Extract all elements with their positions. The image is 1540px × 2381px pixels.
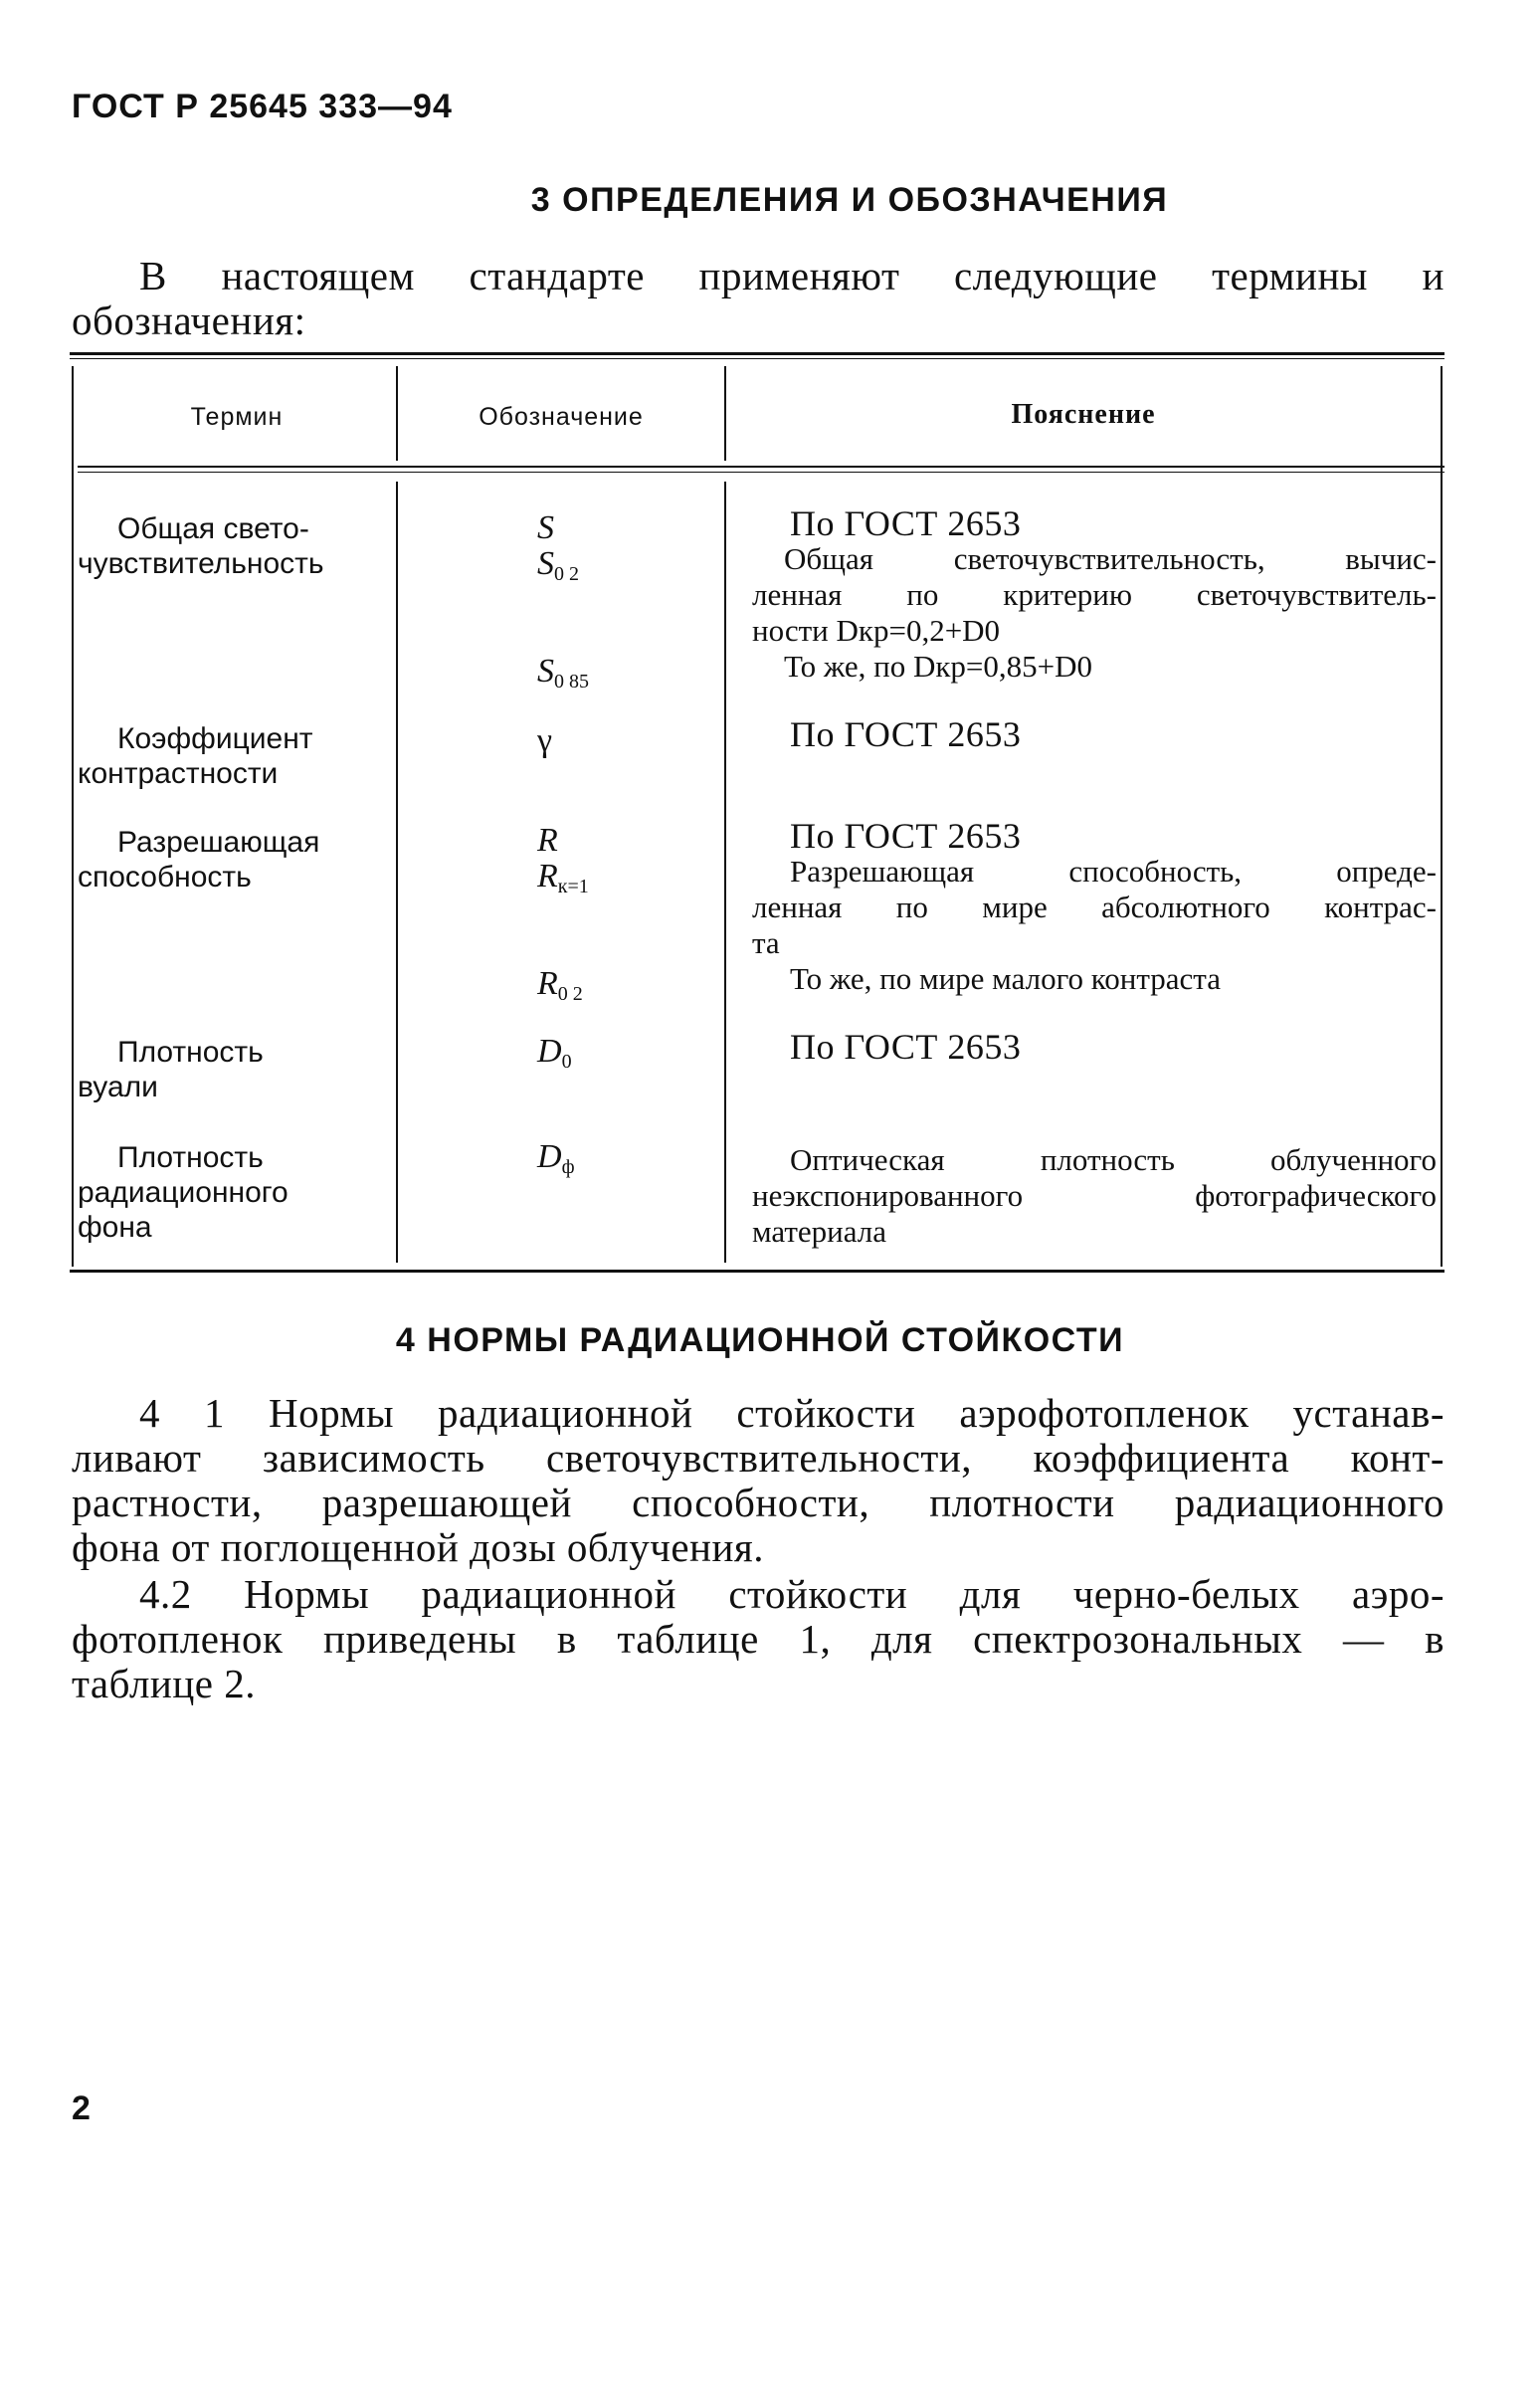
paragraph-line: 4 1 Нормы радиационной стойкости аэрофотопленок устанав- (139, 1390, 1444, 1436)
paragraph-line: растности, разрешающей способности, плотности радиационного (72, 1480, 1444, 1525)
paragraph-line: 4.2 Нормы радиационной стойкости для черно-белых аэро- (139, 1571, 1444, 1617)
table-row-1-explanation (752, 505, 1437, 685)
term-line: контрастности (78, 757, 279, 790)
explanation-line: По ГОСТ 2653 (790, 816, 1022, 856)
explanation-line: неэкспонированного фотографического (752, 1178, 1437, 1213)
table-header-rule (78, 466, 1444, 468)
explanation-line: ленная по критерию светочувствитель- (752, 577, 1437, 612)
table-row-5-symbol-1: $D_ф$ (537, 1138, 575, 1178)
table-header-rule-2 (78, 472, 1444, 473)
term-line: чувствительность (78, 547, 324, 580)
term-line: фона (78, 1211, 152, 1244)
explanation-line: ности Dкр=0,2+D0 (752, 613, 1001, 648)
table-row-1-symbol-1: S (537, 509, 554, 546)
table-top-rule (70, 352, 1444, 355)
table-row-4-symbol-1: $D_0$ (537, 1033, 572, 1073)
table-row-2-term (78, 721, 376, 791)
explanation-line: Оптическая плотность облученного (790, 1142, 1437, 1177)
paragraph-line: фона от поглощенной дозы облучения. (72, 1524, 765, 1570)
table-row-5-explanation (752, 1142, 1437, 1250)
table-row-2-explanation (752, 716, 1437, 752)
term-line: Общая свето- (117, 512, 309, 545)
explanation-line: То же, по мире малого контраста (790, 961, 1221, 996)
table-right-border (1441, 366, 1443, 1267)
table-row-3-explanation (752, 818, 1437, 997)
explanation-line: То же, по Dкр=0,85+D0 (784, 649, 1093, 684)
intro-line-2: обозначения: (72, 298, 306, 343)
explanation-line: По ГОСТ 2653 (790, 714, 1022, 754)
table-row-4-explanation (752, 1029, 1437, 1065)
header-symbol: Обозначение (479, 403, 644, 431)
table-row-3-symbol-2: $R_{к=1}$ (537, 858, 589, 897)
table-bottom-rule (70, 1270, 1444, 1273)
term-line: Разрешающая (117, 826, 320, 859)
column-divider-1-body (396, 482, 398, 1263)
term-line: Плотность (117, 1036, 264, 1069)
table-row-5-term (78, 1140, 376, 1245)
column-divider-2-body (724, 482, 726, 1263)
header-explanation: Пояснение (1011, 399, 1156, 430)
table-row-1-term (78, 511, 376, 581)
term-line: способность (78, 861, 252, 893)
intro-line-1: В настоящем стандарте применяют следующие термины и (139, 253, 1444, 298)
table-row-4-term (78, 1035, 376, 1104)
page-number: 2 (72, 2089, 91, 2127)
explanation-line: По ГОСТ 2653 (790, 503, 1022, 543)
table-left-border (72, 366, 74, 1267)
section-4-title: 4 НОРМЫ РАДИАЦИОННОЙ СТОЙКОСТИ (395, 1321, 1125, 1359)
table-top-rule-2 (70, 358, 1444, 359)
term-line: Плотность (117, 1141, 264, 1174)
table-row-1-symbol-2: $S_{0 2}$ (537, 545, 579, 585)
section-3-title: 3 ОПРЕДЕЛЕНИЯ И ОБОЗНАЧЕНИЯ (530, 181, 1169, 219)
table-row-3-symbol-3: $R_{0 2}$ (537, 965, 583, 1005)
explanation-line: материала (752, 1214, 887, 1249)
table-row-3-term (78, 825, 376, 894)
paragraph-4-2 (72, 1572, 1444, 1706)
document-code: ГОСТ Р 25645 333—94 (72, 88, 453, 125)
explanation-line: Общая светочувствительность, вычис- (784, 541, 1437, 576)
table-row-1-symbol-3: $S_{0 85}$ (537, 653, 589, 693)
explanation-line: По ГОСТ 2653 (790, 1027, 1022, 1067)
paragraph-line: ливают зависимость светочувствительности, коэффициента конт- (72, 1435, 1444, 1481)
table-row-3-symbol-1: R (537, 822, 558, 859)
explanation-line: та (752, 925, 780, 960)
term-line: вуали (78, 1071, 158, 1103)
paragraph-line: фотопленок приведены в таблице 1, для спектрозональных — в (72, 1616, 1444, 1662)
section-3-intro (72, 254, 1444, 343)
paragraph-line: таблице 2. (72, 1661, 256, 1706)
table-row-2-symbol-1: γ (537, 722, 553, 759)
explanation-line: Разрешающая способность, опреде- (790, 854, 1437, 889)
term-line: радиационного (78, 1176, 289, 1209)
paragraph-4-1 (72, 1391, 1444, 1570)
explanation-line: ленная по мире абсолютного контрас- (752, 890, 1437, 924)
header-term: Термин (190, 403, 284, 431)
term-line: Коэффициент (117, 722, 313, 755)
